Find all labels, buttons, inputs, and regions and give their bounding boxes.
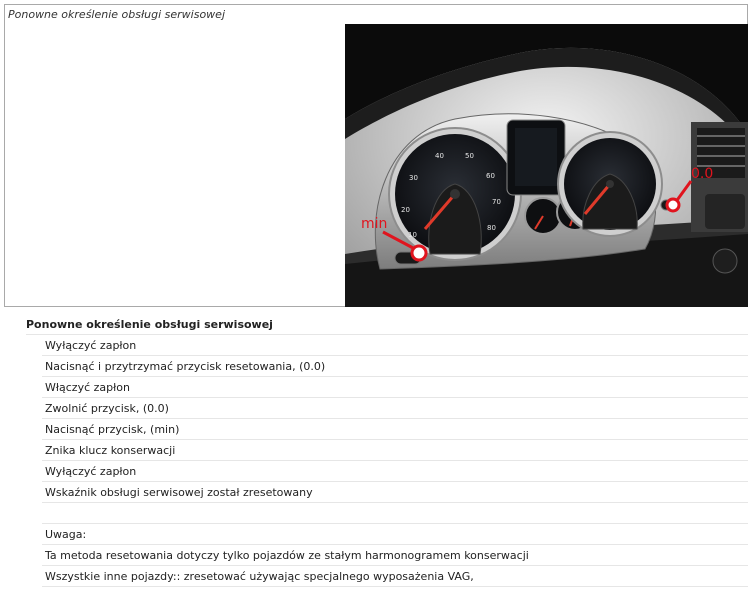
step-row <box>42 461 748 482</box>
step-row <box>42 482 748 503</box>
tick-label: 80 <box>487 224 496 232</box>
tick-label: 10 <box>408 231 417 239</box>
step-text: Wszystkie inne pojazdy:: zresetować używając specjalnego wyposażenia VAG, <box>45 570 474 583</box>
tick-label: 20 <box>401 206 410 214</box>
step-row <box>42 356 748 377</box>
step-row <box>42 545 748 566</box>
min-button-marker <box>412 246 426 260</box>
step-text: Zwolnić przycisk, (0.0) <box>45 402 169 415</box>
dashboard-photo <box>345 24 748 307</box>
step-text: Włączyć zapłon <box>45 381 130 394</box>
step-row <box>42 440 748 461</box>
step-row <box>42 503 748 524</box>
callout-zero: 0.0 <box>691 166 714 182</box>
step-text: Wskaźnik obsługi serwisowej został zresetowany <box>45 486 313 499</box>
step-row <box>42 524 748 545</box>
step-text: Nacisnąć i przytrzymać przycisk resetowania, (0.0) <box>45 360 326 373</box>
step-text: Znika klucz konserwacji <box>45 444 176 457</box>
step-row <box>42 377 748 398</box>
step-row <box>42 566 748 587</box>
step-text: Nacisnąć przycisk, (min) <box>45 423 180 436</box>
step-row <box>42 398 748 419</box>
tick-label: 40 <box>435 152 444 160</box>
reset-button-marker <box>667 199 679 211</box>
tick-label: 60 <box>486 172 495 180</box>
step-text: Wyłączyć zapłon <box>45 339 137 352</box>
step-text: Wyłączyć zapłon <box>45 465 137 478</box>
step-row <box>42 419 748 440</box>
step-text: Ta metoda resetowania dotyczy tylko pojazdów ze stałym harmonogramem konserwacji <box>45 549 529 562</box>
tick-label: 30 <box>409 174 418 182</box>
tick-label: 50 <box>465 152 474 160</box>
procedure-title: Ponowne określenie obsługi serwisowej <box>26 318 273 331</box>
figure-panel <box>4 4 748 307</box>
step-text: Uwaga: <box>45 528 87 541</box>
step-row <box>42 335 748 356</box>
callout-min: min <box>361 216 388 232</box>
tick-label: 70 <box>492 198 501 206</box>
figure-caption: Ponowne określenie obsługi serwisowej <box>8 8 225 21</box>
